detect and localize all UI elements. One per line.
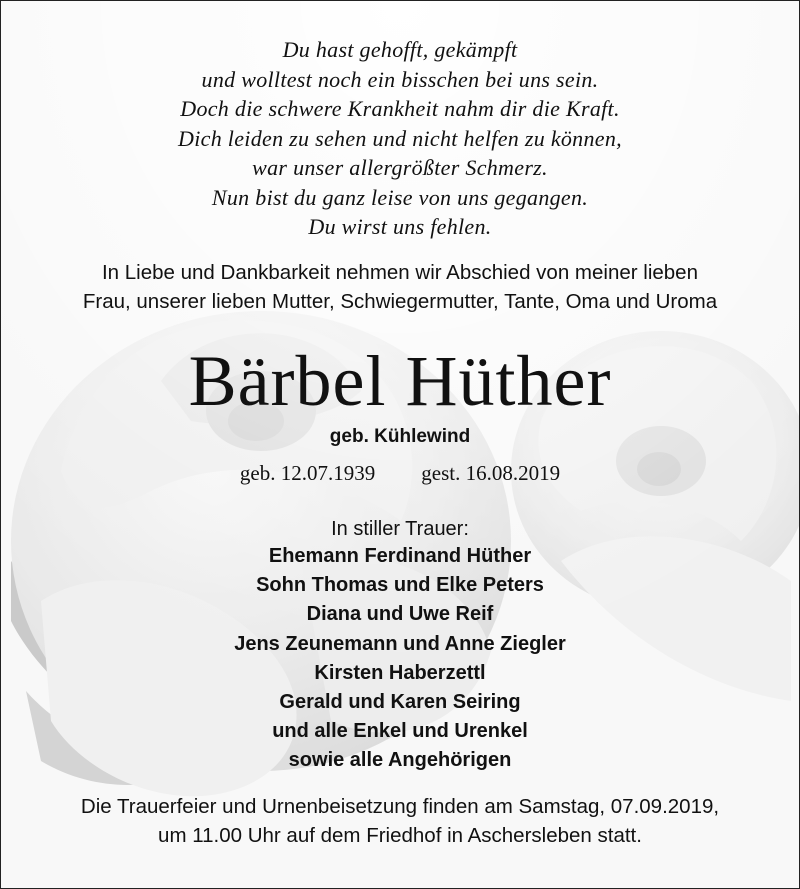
deceased-name: Bärbel Hüther xyxy=(188,341,612,421)
intro-line: Frau, unserer lieben Mutter, Schwiegermutter, Tante, Oma und Uroma xyxy=(82,289,718,313)
mourner-name: Ehemann Ferdinand Hüther xyxy=(268,545,532,567)
mourner-name: Gerald und Karen Seiring xyxy=(279,691,521,714)
mourners-heading: In stiller Trauer: xyxy=(331,518,469,540)
mourners-list xyxy=(1,542,799,776)
poem-line: Du wirst uns fehlen. xyxy=(308,214,492,239)
poem-verse xyxy=(1,35,799,242)
poem-line: Nun bist du ganz leise von uns gegangen. xyxy=(211,184,589,210)
mourner-name: Sohn Thomas und Elke Peters xyxy=(256,574,544,597)
poem-line: Doch die schwere Krankheit nahm dir die Kraft. xyxy=(180,96,620,121)
poem-line: Dich leiden zu sehen und nicht helfen zu können, xyxy=(178,125,622,151)
mourner-name: Jens Zeunemann und Anne Ziegler xyxy=(234,632,566,655)
intro-line: In Liebe und Dankbarkeit nehmen wir Abschied von meiner lieben xyxy=(101,261,698,284)
birth-date: geb. 12.07.1939 xyxy=(239,461,376,485)
mourner-name: Diana und Uwe Reif xyxy=(306,603,494,626)
farewell-intro xyxy=(1,259,799,316)
poem-line: und wolltest noch ein bisschen bei uns sein. xyxy=(201,66,599,92)
funeral-info xyxy=(1,793,799,850)
mourner-name: Kirsten Haberzettl xyxy=(314,661,486,684)
maiden-name: geb. Kühlewind xyxy=(329,426,471,447)
mourner-name: und alle Enkel und Urenkel xyxy=(272,720,528,743)
life-dates xyxy=(1,459,799,487)
mourner-name: sowie alle Angehörigen xyxy=(288,749,512,772)
poem-line: Du hast gehofft, gekämpft xyxy=(282,37,518,62)
poem-line: war unser allergrößter Schmerz. xyxy=(252,155,548,180)
funeral-line: Die Trauerfeier und Urnenbeisetzung finden am Samstag, 07.09.2019, xyxy=(80,795,720,818)
funeral-line: um 11.00 Uhr auf dem Friedhof in Aschersleben statt. xyxy=(158,823,642,847)
death-date: gest. 16.08.2019 xyxy=(421,461,561,485)
